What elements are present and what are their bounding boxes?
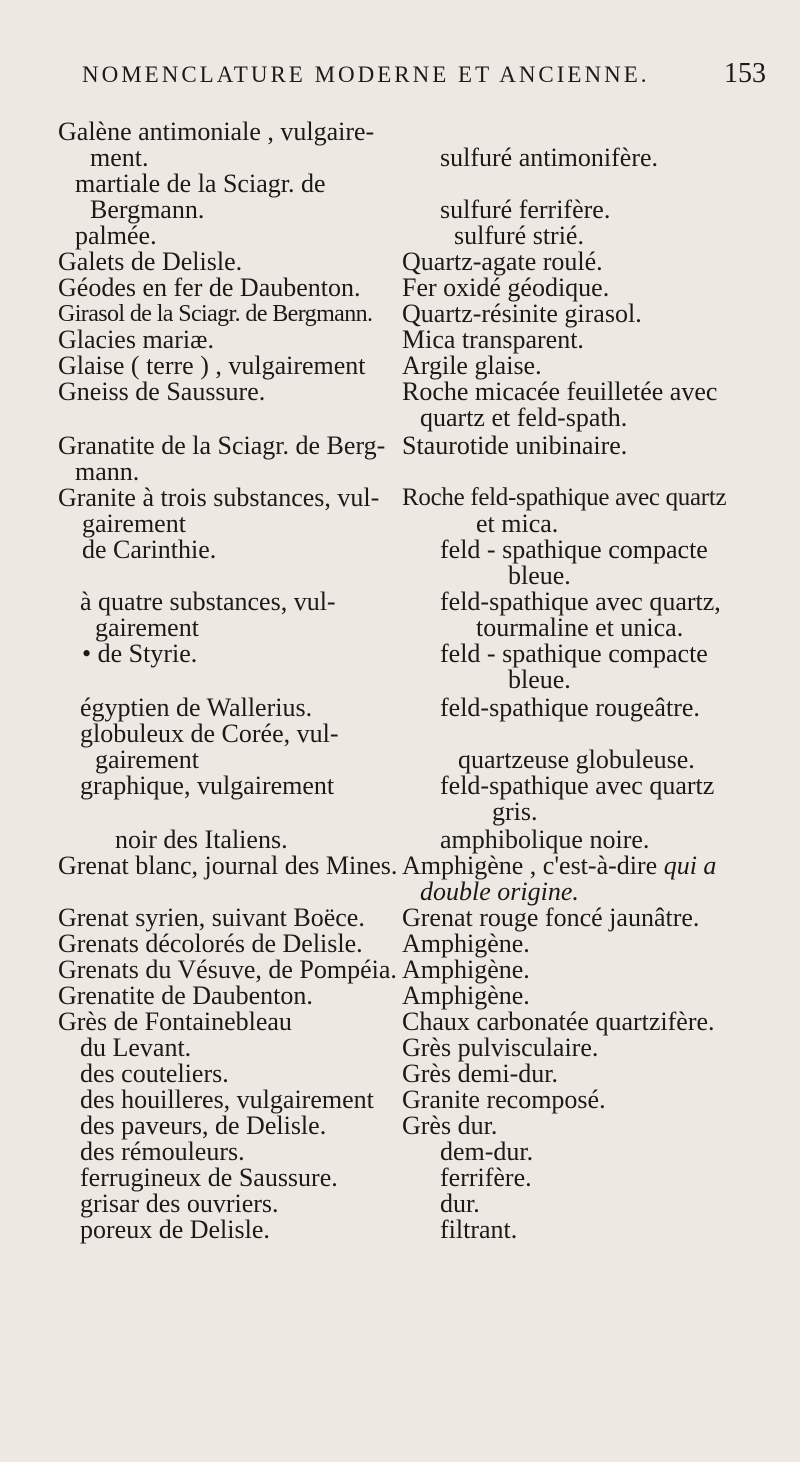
right-line: Amphigène. [402, 955, 530, 984]
left-line: égyptien de Wallerius. [80, 693, 313, 722]
left-line: Galets de Delisle. [58, 247, 243, 276]
right-line: Chaux carbonatée quartzifère. [402, 1007, 715, 1036]
right-line: Roche feld-spathique avec quartz [402, 484, 727, 511]
left-line: Galène antimoniale , vulgaire- [58, 117, 375, 146]
left-line: des rémouleurs. [80, 1137, 245, 1166]
right-line: Granite recomposé. [402, 1085, 606, 1114]
right-line: Amphigène. [402, 929, 530, 958]
left-line: Grenats décolorés de Delisle. [58, 929, 363, 958]
right-line: quartz et feld-spath. [420, 403, 628, 432]
right-line: sulfuré antimonifère. [440, 143, 659, 172]
right-line: dur. [440, 1189, 480, 1218]
left-line: Géodes en fer de Daubenton. [58, 273, 361, 302]
left-line: ferrugineux de Saussure. [80, 1163, 338, 1192]
left-line: Gneiss de Saussure. [58, 377, 266, 406]
right-line: sulfuré strié. [454, 221, 584, 250]
left-line: Grès de Fontainebleau [58, 1007, 292, 1036]
left-line: globuleux de Corée, vul- [80, 719, 339, 748]
right-line: quartzeuse globuleuse. [458, 745, 695, 774]
right-line: tourmaline et unica. [476, 613, 684, 642]
left-line: Grenatite de Daubenton. [58, 981, 313, 1010]
left-line: du Levant. [80, 1033, 192, 1062]
right-line: gris. [492, 797, 538, 826]
left-line: Grenat syrien, suivant Boëce. [58, 903, 365, 932]
right-line: Grès pulvisculaire. [402, 1033, 599, 1062]
right-line: dem-dur. [440, 1137, 534, 1166]
right-line: bleue. [508, 561, 571, 590]
left-line: noir des Italiens. [115, 825, 288, 854]
right-line: feld - spathique compacte [440, 639, 708, 668]
right-line [402, 852, 716, 880]
left-line: grisar des ouvriers. [80, 1189, 279, 1218]
running-header [82, 62, 732, 88]
left-line: graphique, vulgairement [80, 771, 335, 800]
right-line: feld-spathique rougeâtre. [440, 693, 700, 722]
right-line: filtrant. [440, 1215, 518, 1244]
amphigene-definition: Amphigène , c'est-à-dire [402, 851, 664, 880]
right-line: sulfuré ferrifère. [440, 195, 611, 224]
left-line: Granite à trois substances, vul- [58, 483, 380, 512]
left-line: palmée. [75, 221, 157, 250]
right-line: amphibolique noire. [440, 825, 650, 854]
right-line: feld - spathique compacte [440, 535, 708, 564]
left-line: martiale de la Sciagr. de [75, 169, 326, 198]
left-line: Girasol de la Sciagr. de Bergmann. [58, 301, 373, 327]
left-line: Grenat blanc, journal des Mines. [58, 851, 398, 880]
amphigene-definition-italic: qui a [663, 851, 717, 880]
right-line: Amphigène. [402, 981, 530, 1010]
right-line: Grès dur. [402, 1111, 498, 1140]
left-line: Bergmann. [90, 195, 205, 224]
right-line: Fer oxidé géodique. [402, 273, 610, 302]
left-line: • de Styrie. [82, 639, 198, 668]
left-line: Grenats du Vésuve, de Pompéia. [58, 955, 397, 984]
left-line: gairement [95, 745, 199, 774]
right-line: Grenat rouge foncé jaunâtre. [402, 903, 700, 932]
left-line: des houilleres, vulgairement [80, 1085, 374, 1114]
left-line: Glaise ( terre ) , vulgairement [58, 351, 366, 380]
left-line: Granatite de la Sciagr. de Berg- [58, 431, 386, 460]
left-line: à quatre substances, vul- [80, 587, 336, 616]
left-line: ment. [90, 143, 149, 172]
right-line: Grès demi-dur. [402, 1059, 558, 1088]
right-line: feld-spathique avec quartz [440, 771, 715, 800]
right-line: Argile glaise. [402, 351, 542, 380]
right-line: Quartz-résinite girasol. [402, 299, 642, 328]
left-line: poreux de Delisle. [80, 1215, 270, 1244]
left-line: de Carinthie. [82, 535, 217, 564]
right-line: et mica. [476, 509, 559, 538]
left-line: gairement [95, 613, 199, 642]
right-line: double origine. [420, 877, 579, 906]
left-line: gairement [82, 509, 186, 538]
right-line: ferrifère. [440, 1163, 532, 1192]
left-line: mann. [75, 457, 140, 486]
right-line: bleue. [508, 665, 571, 694]
left-line: des couteliers. [80, 1059, 229, 1088]
header-title: NOMENCLATURE MODERNE ET ANCIENNE. [82, 62, 650, 87]
right-line: Quartz-agate roulé. [402, 247, 603, 276]
right-line: Staurotide unibinaire. [402, 431, 628, 460]
right-line: feld-spathique avec quartz, [440, 587, 721, 616]
page-number: 153 [724, 58, 766, 89]
right-line: Roche micacée feuilletée avec [402, 377, 718, 406]
right-line: Mica transparent. [402, 325, 584, 354]
left-line: Glacies mariæ. [58, 325, 214, 354]
left-line: des paveurs, de Delisle. [80, 1111, 327, 1140]
